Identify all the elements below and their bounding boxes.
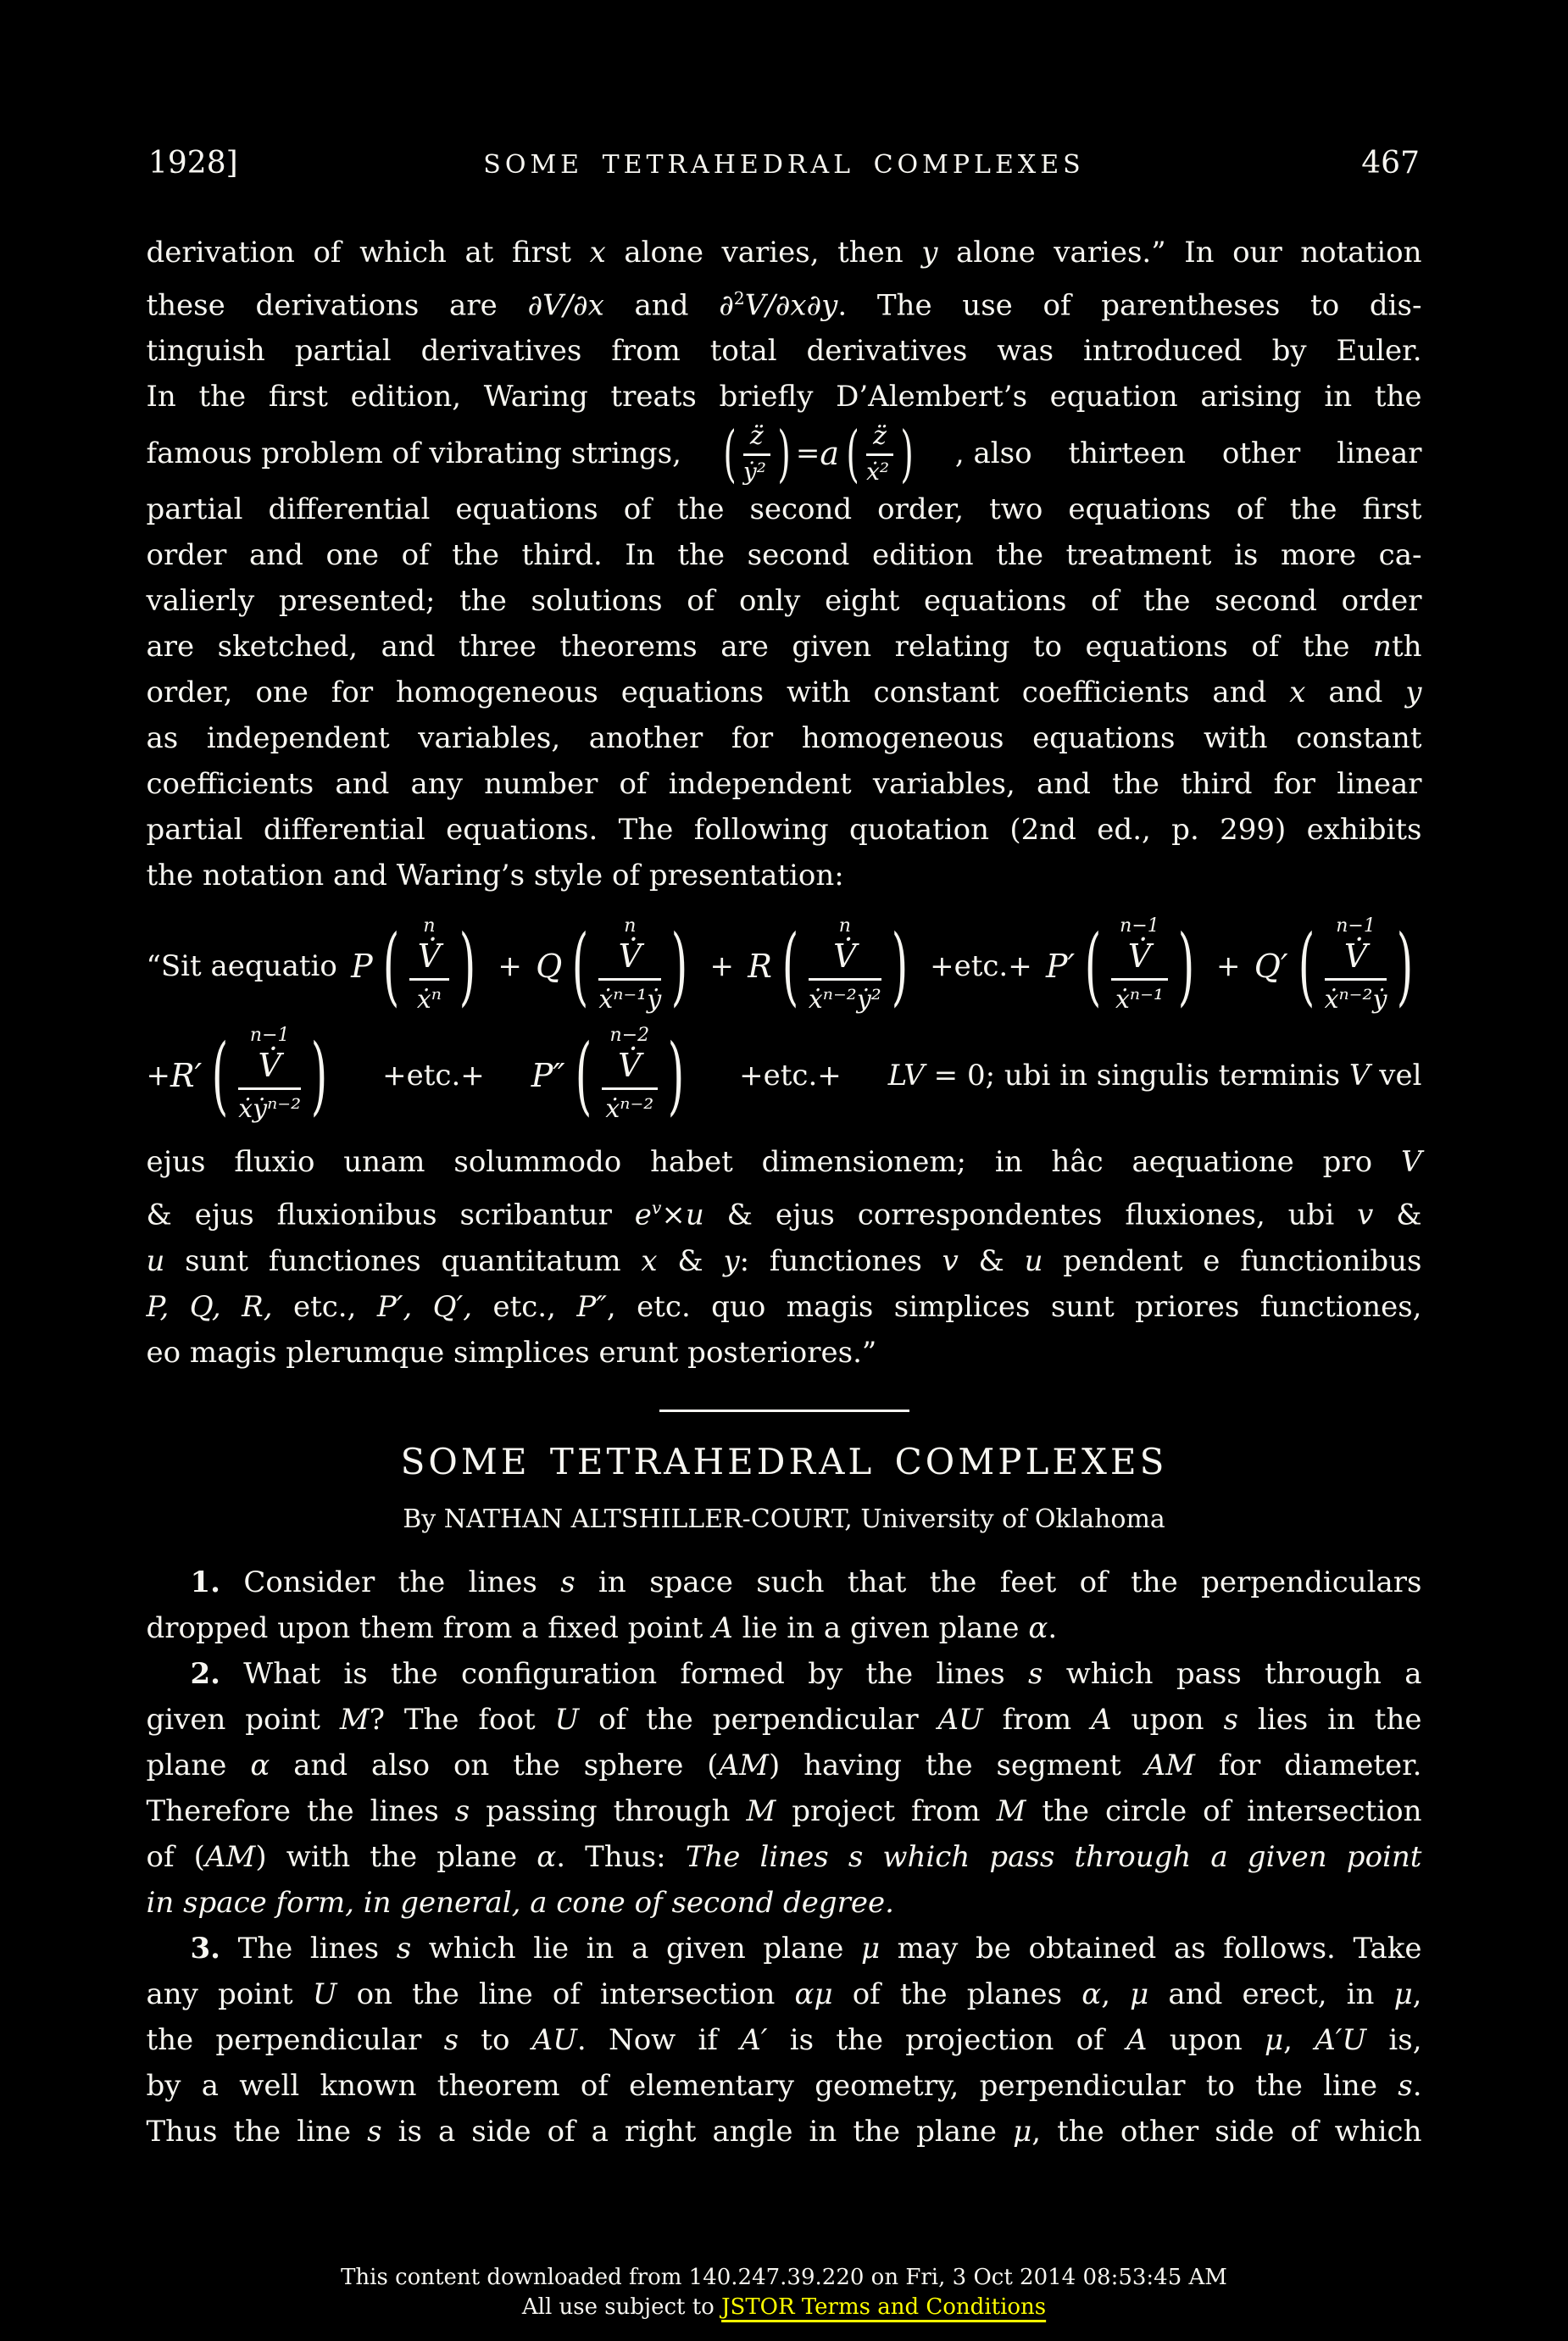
formula-term xyxy=(531,1025,692,1126)
fluxion-fraction xyxy=(602,1025,659,1126)
left-paren: ( xyxy=(723,417,737,489)
body-line: & ejus fluxionibus scribantur $e^v\times u$ & ejus correspondentes fluxiones, ubi v & xyxy=(146,1198,1422,1232)
article-title: SOME TETRAHEDRAL COMPLEXES xyxy=(400,1440,1168,1482)
body-line: valierly presented; the solutions of only eight equations of the second order xyxy=(146,584,1422,619)
body-line: dropped upon them from a fixed point A lie in a given plane α. xyxy=(146,1610,1058,1645)
plus-etc-sign: +etc.+ xyxy=(930,948,1032,983)
plus-sign: + xyxy=(709,948,734,983)
equals-sign: = xyxy=(795,436,820,470)
formula-term xyxy=(147,1025,336,1126)
coefficient: P″ xyxy=(531,1056,565,1094)
coefficient: R xyxy=(748,947,772,985)
formula-line-1 xyxy=(147,915,1422,1016)
left-paren: ( xyxy=(1084,915,1102,1015)
fluxion-denominator: ẋẏⁿ⁻² xyxy=(238,1094,302,1125)
left-paren: ( xyxy=(575,1025,592,1125)
left-paren: ( xyxy=(1298,915,1315,1015)
coefficient: Q′ xyxy=(1254,947,1288,985)
text-block xyxy=(147,230,1422,2155)
body-line: as independent variables, another for homogeneous equations with constant xyxy=(146,721,1422,756)
fluxion-denominator: ẋⁿ⁻²ẏ xyxy=(1324,985,1387,1015)
fluxion-denominator: ẋⁿ⁻² xyxy=(605,1094,654,1125)
fluxion-denominator: ẋⁿ⁻¹ẏ xyxy=(598,985,662,1015)
running-header xyxy=(0,0,1568,181)
inline-equation xyxy=(718,417,919,489)
coefficient: P xyxy=(351,947,373,985)
jstor-footer xyxy=(0,2263,1568,2322)
fluxion-numerator: V̇ xyxy=(1343,937,1368,976)
plus-etc-sign: +etc.+ xyxy=(739,1058,842,1093)
body-line: Thus the line s is a side of a right angle in the plane μ, the other side of which xyxy=(146,2114,1422,2149)
fluxion-denominator: ẋⁿ⁻²ẏ² xyxy=(808,985,881,1015)
formula-term xyxy=(748,915,916,1016)
formula-term xyxy=(1254,915,1422,1016)
body-line: order, one for homogeneous equations with constant coefficients and x and y xyxy=(146,676,1422,710)
body-line: plane α and also on the sphere (AM) having the segment AM for diameter. xyxy=(146,1748,1422,1782)
formula-term xyxy=(536,915,696,1016)
fraction-numerator: z̈ xyxy=(866,420,893,456)
fluxion-numerator: V̇ xyxy=(258,1047,281,1085)
body-line: Therefore the lines s passing through M project from M the circle of intersection xyxy=(146,1793,1422,1828)
body-line: any point U on the line of intersection αμ of the planes α, μ and erect, in μ, xyxy=(146,1977,1422,2011)
body-line: the perpendicular s to AU. Now if A′ is the projection of A upon μ, A′U is, xyxy=(146,2022,1422,2057)
fluxion-fraction xyxy=(866,420,893,487)
equation-tail-text: , also xyxy=(954,436,1032,470)
left-paren: ( xyxy=(781,915,799,1015)
plus-sign: + xyxy=(498,948,522,983)
fluxion-order: n xyxy=(423,915,436,937)
fluxion-fraction xyxy=(809,915,881,1016)
body-line: of (AM) with the plane α. Thus: The lines s which pass through a given point xyxy=(146,1839,1422,1874)
coefficient-a: a xyxy=(820,434,839,472)
formula-tail-text: LV = 0; ubi in singulis terminis V vel xyxy=(887,1058,1422,1093)
body-line: partial differential equations of the second order, two equations of the first xyxy=(146,492,1422,527)
fluxion-order: n−1 xyxy=(249,1025,290,1047)
fluxion-fraction xyxy=(1111,915,1168,1016)
fluxion-order: n−1 xyxy=(1120,915,1159,937)
right-paren: ) xyxy=(670,915,688,1015)
coefficient: R′ xyxy=(170,1056,203,1094)
right-paren: ) xyxy=(310,1025,328,1125)
fluxion-order: n−1 xyxy=(1336,915,1376,937)
right-paren: ) xyxy=(900,417,914,489)
article-byline: By NATHAN ALTSHILLER-COURT, University of Oklahoma xyxy=(403,1504,1165,1534)
fluxion-order: n xyxy=(838,915,851,937)
terms-prefix: All use subject to xyxy=(521,2294,722,2320)
body-line: 1. Consider the lines s in space such that the feet of the perpendiculars xyxy=(190,1565,1422,1599)
waring-formula xyxy=(147,915,1422,1126)
formula-lead: “Sit aequatio xyxy=(146,948,337,983)
body-line: the notation and Waring’s style of presentation: xyxy=(146,859,844,893)
body-line: 2. What is the configuration formed by the lines s which pass through a xyxy=(190,1656,1422,1691)
fraction-denominator: ẋ² xyxy=(866,458,890,487)
fluxion-fraction xyxy=(1325,915,1387,1016)
body-line: order and one of the third. In the second edition the treatment is more ca- xyxy=(146,538,1422,573)
fluxion-numerator: V̇ xyxy=(618,1047,642,1085)
equation-tail-text: thirteen xyxy=(1068,436,1186,470)
formula-term xyxy=(351,915,484,1016)
body-line: u sunt functiones quantitatum x & y: functiones v & u pendent e functionibus xyxy=(146,1243,1422,1278)
equation-tail-text: linear xyxy=(1337,436,1422,470)
right-paren: ) xyxy=(891,915,909,1015)
formula-term xyxy=(1046,915,1203,1016)
body-line: given point M? The foot U of the perpendicular AU from A upon s lies in the xyxy=(146,1702,1422,1737)
fluxion-fraction xyxy=(598,915,661,1016)
fluxion-numerator: V̇ xyxy=(833,937,857,976)
terms-line xyxy=(0,2293,1568,2322)
running-title: SOME TETRAHEDRAL COMPLEXES xyxy=(483,150,1085,180)
page-number: 467 xyxy=(1361,146,1420,181)
fluxion-order: n−2 xyxy=(609,1025,650,1047)
article-body xyxy=(147,1560,1422,2155)
plus-sign: + xyxy=(146,1058,170,1093)
download-stamp: This content downloaded from 140.247.39.220 on Fri, 3 Oct 2014 08:53:45 AM xyxy=(341,2265,1227,2290)
body-line: coefficients and any number of independent variables, and the third for linear xyxy=(146,767,1422,802)
body-line: these derivations are ∂V/∂x and ∂$^2$V/∂x∂y. The use of parentheses to dis- xyxy=(146,288,1422,323)
issue-year: 1928] xyxy=(148,146,238,181)
body-line: by a well known theorem of elementary geometry, perpendicular to the line s. xyxy=(146,2068,1422,2103)
fluxion-fraction xyxy=(238,1025,301,1126)
fraction-numerator: z̈ xyxy=(743,420,770,456)
body-line: derivation of which at first x alone varies, then y alone varies.” In our notation xyxy=(146,236,1422,270)
right-paren: ) xyxy=(1397,915,1414,1015)
fluxion-numerator: V̇ xyxy=(1127,937,1152,976)
body-line-with-equation xyxy=(146,417,1422,489)
equation-tail-text: other xyxy=(1221,436,1301,470)
body-line: in space form, in general, a cone of second degree. xyxy=(146,1885,894,1920)
body-line: ejus fluxio unam solummodo habet dimensionem; in hâc aequatione pro V xyxy=(146,1145,1422,1180)
body-line: 3. The lines s which lie in a given plane μ may be obtained as follows. Take xyxy=(190,1931,1422,1966)
body-line: In the first edition, Waring treats briefly D’Alembert’s equation arising in the xyxy=(146,380,1422,414)
left-paren: ( xyxy=(382,915,399,1015)
right-paren: ) xyxy=(667,1025,685,1125)
coefficient: Q xyxy=(536,947,563,985)
left-paren: ( xyxy=(572,915,589,1015)
jstor-terms-link[interactable]: JSTOR Terms and Conditions xyxy=(721,2294,1047,2320)
body-line: eo magis plerumque simplices erunt posteriores.” xyxy=(146,1335,877,1370)
fluxion-denominator: ẋⁿ⁻¹ xyxy=(1115,985,1164,1015)
section-divider xyxy=(659,1410,909,1412)
fluxion-denominator: ẋⁿ xyxy=(416,985,442,1015)
fluxion-numerator: V̇ xyxy=(618,937,642,976)
body-line: P, Q, R, etc., P′, Q′, etc., P″, etc. quo magis simplices sunt priores functiones, xyxy=(146,1289,1422,1324)
body-line: tinguish partial derivatives from total derivatives was introduced by Euler. xyxy=(146,334,1422,369)
right-paren: ) xyxy=(459,915,476,1015)
left-paren: ( xyxy=(212,1025,229,1125)
fluxion-fraction xyxy=(743,420,770,487)
left-paren: ( xyxy=(846,417,859,489)
plus-etc-sign: +etc.+ xyxy=(382,1058,485,1093)
body-line: are sketched, and three theorems are given relating to equations of the nth xyxy=(146,630,1422,664)
plus-sign: + xyxy=(1216,948,1241,983)
formula-line-2 xyxy=(147,1025,1422,1126)
fluxion-order: n xyxy=(624,915,637,937)
coefficient: P′ xyxy=(1045,947,1076,985)
right-paren: ) xyxy=(1177,915,1195,1015)
right-paren: ) xyxy=(777,417,791,489)
fluxion-fraction xyxy=(409,915,449,1016)
equation-lead-text: famous problem of vibrating strings, xyxy=(146,436,681,470)
fluxion-numerator: V̇ xyxy=(417,937,442,976)
fraction-denominator: ẏ² xyxy=(742,458,766,487)
body-line: partial differential equations. The following quotation (2nd ed., p. 299) exhibits xyxy=(146,813,1422,848)
